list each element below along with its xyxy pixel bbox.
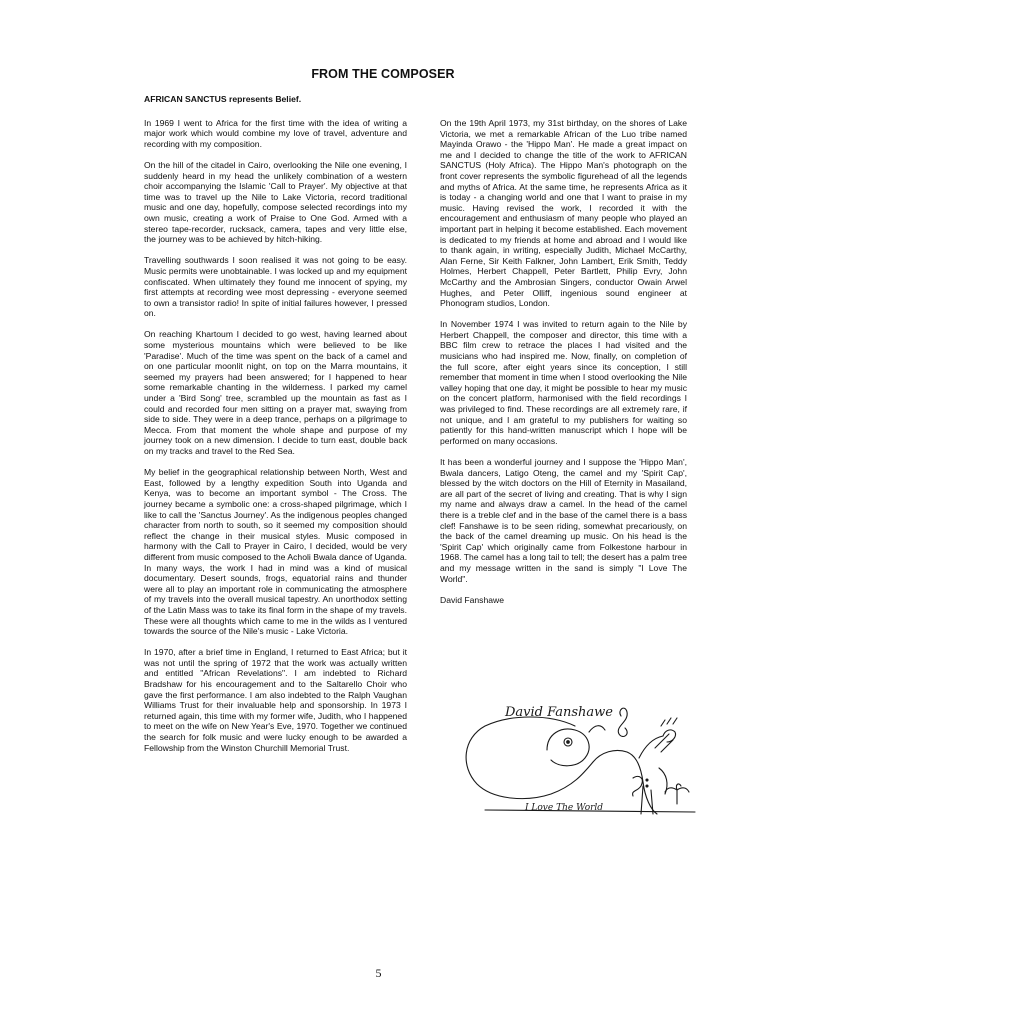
paragraph: In 1970, after a brief time in England, I returned to East Africa; but it was not until the spring of 1972 that the work was actually written and entitled "African Revelations". I am indebted to Richard Bradshaw for his encouragement and to the Saltarello Choir who gave the first performance. I am also indebted to the Ralph Vaughan Williams Trust for their invaluable help and sponsorship. In 1973 I returned again, this time with my former wife, Judith, who I happened to meet on the wife on New Year's Eve, 1970. Together we continued the search for folk music and were lucky enough to be awarded a Fellowship from the Winston Churchill Memorial Trust. [144, 647, 407, 753]
treble-clef-icon [618, 708, 627, 736]
paragraph: On the hill of the citadel in Cairo, overlooking the Nile one evening, I suddenly heard in my head the unlikely combination of a western choir accompanying the Islamic 'Call to Prayer'. My objective at that time was to travel up the Nile to Lake Victoria, record traditional music and one day, hopefully, compose selected recordings into my own music, creating a work of Praise to One God. Armed with a stereo tape-recorder, rucksack, camera, tapes and very little else, the journey was to be achieved by hitch-hiking. [144, 159, 407, 245]
paragraph: My belief in the geographical relationship between North, West and East, followed by a lengthy expedition South into Uganda and Kenya, was to become an important symbol - The Cross. The journey became a symbolic one: a cross-shaped pilgrimage, which I like to call the 'Sanctus Journey'. As the indigenous peoples changed character from north to south, so it seemed my composition should reflect the change in their musical styles. Music composed in harmony with the Call to Prayer in Cairo, I decided, would be very different from music composed to the Acholi Bwala dance of Uganda. In many ways, the work I had in mind was a kind of musical documentary. Desert sounds, frogs, equatorial rains and thunder were all to play an important role in communicating the atmosphere of my travels into the overall musical tapestry. An unorthodox setting of the Latin Mass was to take its final form in the shape of my travels. These were all thoughts which came to me in the wilds as I ventured towards the source of the Nile's music - Lake Victoria. [144, 467, 407, 637]
handwritten-signature: David Fanshawe [505, 705, 614, 720]
camel-head-line [547, 729, 589, 766]
paragraph: On the 19th April 1973, my 31st birthday, on the shores of Lake Victoria, we met a remarkable African of the Luo tribe named Mayinda Orawo - the 'Hippo Man'. He made a great impact on me and I decided to change the title of the work to AFRICAN SANCTUS (Holy Africa). The Hippo Man's photograph on the front cover represents the symbolic figurehead of all the legends and myths of Africa. At the same time, he represents Africa as it is today - a changing world and one that I want to praise in my music. Having revised the work, I recorded it with the encouragement and enthusiasm of many people who played an important part in helping it become established. Each movement is dedicated to my friends at home and abroad and I would like to thank again, in writing, especially Judith, Michael McCarthy, Alan Ferne, Sir Keith Falkner, John Lambert, Erik Smith, Teddy Holmes, Herbert Chappell, Peter Bartlett, Philip Evry, John McCarthy and the Ambrosian Singers, conductor Owain Arwel Hughes, and Peter Olliff, ingenious sound engineer at Phonogram studios, London. [440, 118, 687, 309]
paragraph: On reaching Khartoum I decided to go west, having learned about some mysterious mountains which were believed to be like 'Paradise'. Much of the time was spent on the back of a camel and on one particular moonlit night, on top on the Marra mountains, it seemed my prayers had been answered; for I happened to hear some remarkable chanting in the wilderness. I parked my camel under a 'Bird Song' tree, scrambled up the mountain as fast as I could and recorded four men sitting on a prayer mat, swaying from side to side. They were in a deep trance, perhaps on a pilgrimage to Mecca. From that moment the whole shape and purpose of my journey took on a new dimension. I decide to turn east, double back on my tracks and travel to the Red Sea. [144, 329, 407, 456]
left-column [144, 94, 407, 764]
paragraph: In 1969 I went to Africa for the first time with the idea of writing a major work which would combine my love of travel, adventure and recording with my composition. [144, 117, 407, 149]
palm-tree-icon [665, 784, 689, 804]
handwritten-message: I Love The World [525, 803, 604, 813]
paragraph: It has been a wonderful journey and I suppose the 'Hippo Man', Bwala dancers, Latigo Oteng, the camel and my 'Spirit Cap', blessed by the witch doctors on the Hill of Eternity in Masailand, are all part of the secret of living and creating. That is why I sign my name and always draw a camel. In the head of the camel there is a treble clef and in the base of the camel there is a bass clef! Fanshawe is to be seen riding, somewhat precariously, on the back of the camel dreaming up music. On his head is the 'Spirit Cap' which originally came from Folkestone harbour in 1968. The camel has a long tail to tell; the desert has a palm tree and my message written in the sand is simply "I Love The World". [440, 457, 687, 584]
page-title: FROM THE COMPOSER [311, 67, 455, 81]
paragraph: Travelling southwards I soon realised it was not going to be easy. Music permits were unobtainable. I was locked up and my equipment confiscated. When ultimately they found me innocent of spying, my first attempts at recording wee most depressing - everyone seemed to own a transistor radio! In spite of initial failures however, I pressed on. [144, 255, 407, 319]
paragraph: In November 1974 I was invited to return again to the Nile by Herbert Chappell, the composer and director, this time with a BBC film crew to retrace the places I had visited and the musicians who had inspired me. Now, finally, on completion of the full score, after eight years since its conception, I still remember that moment in time when I stood overlooking the Nile valley hoping that one day, it might be possible to hear my music on the concert platform, harmonised with the field recordings I was privileged to find. These recordings are all extremely rare, if not unique, and I am grateful to my publishers for waiting so patiently for this hand-written manuscript which I hope will be performed on many occasions. [440, 319, 687, 446]
page-number: 5 [375, 966, 382, 980]
bass-clef-icon [633, 776, 643, 796]
camel-signature-drawing [455, 686, 700, 821]
right-column [440, 118, 687, 616]
signoff-name: David Fanshawe [440, 594, 505, 605]
subhead: AFRICAN SANCTUS represents Belief. [144, 94, 302, 104]
